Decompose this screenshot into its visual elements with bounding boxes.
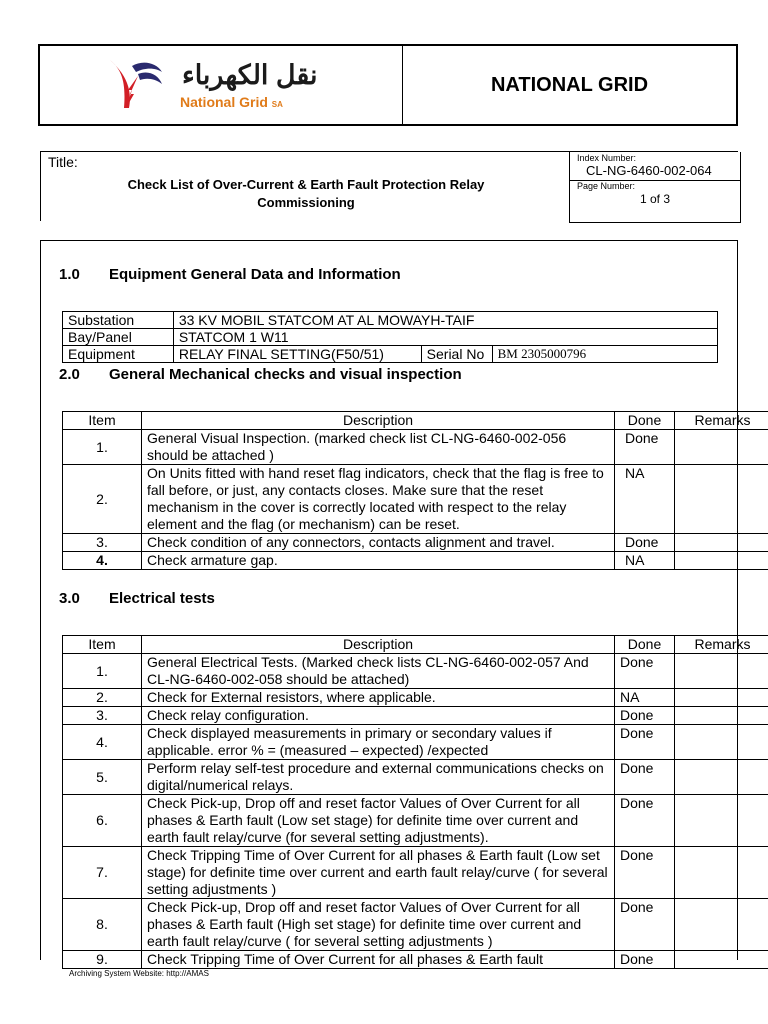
- serial-no-label: Serial No: [421, 346, 492, 363]
- item-done: Done: [615, 951, 675, 969]
- item-number: 9.: [63, 951, 142, 969]
- index-number-value: CL-NG-6460-002-064: [586, 163, 712, 178]
- item-remarks: [675, 899, 768, 951]
- column-header-remarks: Remarks: [675, 412, 768, 430]
- header-title: NATIONAL GRID: [490, 73, 649, 96]
- column-header-item: Item: [63, 636, 142, 654]
- page-header: [38, 44, 738, 126]
- item-remarks: [675, 430, 768, 465]
- equipment-data-table: [62, 311, 718, 363]
- document-meta: [569, 152, 741, 223]
- item-description: Check condition of any connectors, contacts alignment and travel.: [142, 534, 615, 552]
- item-remarks: [675, 534, 768, 552]
- page-number-value: 1 of 3: [639, 192, 671, 206]
- table-row: [63, 899, 768, 951]
- table-row: [63, 760, 768, 795]
- item-done: Done: [615, 847, 675, 899]
- checklist-body: [40, 240, 751, 967]
- item-description: Check armature gap.: [142, 552, 615, 570]
- item-number: 8.: [63, 899, 142, 951]
- substation-value: 33 KV MOBIL STATCOM AT AL MOWAYH-TAIF: [173, 312, 717, 329]
- item-description: Check Tripping Time of Over Current for all phases & Earth fault (Low set stage) for definite time over current and earth fault relay/curve ( for several setting adjustments ): [142, 847, 615, 899]
- electrical-tests-table: [62, 635, 768, 969]
- mechanical-checks-table: [62, 411, 768, 570]
- table-row: [63, 534, 768, 552]
- item-number: 1.: [63, 654, 142, 689]
- item-done: Done: [615, 725, 675, 760]
- column-header-description: Description: [142, 636, 615, 654]
- table-row: [63, 725, 768, 760]
- table-header-row: [63, 412, 768, 430]
- item-remarks: [675, 552, 768, 570]
- section-1-heading: 1.0 Equipment General Data and Information: [59, 266, 401, 283]
- item-remarks: [675, 951, 768, 969]
- title-label: Title:: [48, 154, 78, 170]
- item-description: Check Pick-up, Drop off and reset factor Values of Over Current for all phases & Earth fault (Low set stage) for definite time over current and earth fault relay/curve (for several setting adjustments).: [142, 795, 615, 847]
- item-done: NA: [615, 689, 675, 707]
- logo-arabic-text: نقل الكهرباء: [182, 60, 318, 90]
- table-row: [63, 329, 718, 346]
- page-number-label: Page Number:: [577, 181, 636, 191]
- item-description: Check Tripping Time of Over Current for all phases & Earth fault: [142, 951, 615, 969]
- section-2-heading: 2.0 General Mechanical checks and visual inspection: [59, 366, 462, 383]
- table-row: [63, 465, 768, 534]
- lightning-logo-icon: [104, 56, 174, 116]
- item-description: Perform relay self-test procedure and external communications checks on digital/numerical relays.: [142, 760, 615, 795]
- item-number: 3.: [63, 707, 142, 725]
- item-description: General Electrical Tests. (Marked check lists CL-NG-6460-002-057 And CL-NG-6460-002-058 should be attached): [142, 654, 615, 689]
- item-done: Done: [615, 795, 675, 847]
- item-done: NA: [615, 552, 675, 570]
- item-number: 3.: [63, 534, 142, 552]
- table-row: [63, 346, 718, 363]
- table-row: [63, 430, 768, 465]
- item-number: 1.: [63, 430, 142, 465]
- table-row: [63, 552, 768, 570]
- bay-panel-value: STATCOM 1 W11: [173, 329, 717, 346]
- column-header-remarks: Remarks: [675, 636, 768, 654]
- document-title-block: [40, 151, 738, 221]
- item-done: NA: [615, 465, 675, 534]
- item-remarks: [675, 465, 768, 534]
- item-done: Done: [615, 430, 675, 465]
- item-description: On Units fitted with hand reset flag indicators, check that the flag is free to fall before, or just, any contacts closes. Make sure that the reset mechanism in the cover is correctly located with respect to the relay element and the flag (or mechanism) can be reset.: [142, 465, 615, 534]
- item-number: 2.: [63, 465, 142, 534]
- index-number-label: Index Number:: [577, 153, 637, 163]
- bay-panel-label: Bay/Panel: [63, 329, 174, 346]
- table-row: [63, 689, 768, 707]
- item-number: 5.: [63, 760, 142, 795]
- column-header-item: Item: [63, 412, 142, 430]
- item-remarks: [675, 847, 768, 899]
- document-title: Check List of Over-Current & Earth Fault Protection Relay Commissioning: [127, 177, 485, 210]
- equipment-label: Equipment: [63, 346, 174, 363]
- substation-label: Substation: [63, 312, 174, 329]
- item-remarks: [675, 760, 768, 795]
- item-done: Done: [615, 899, 675, 951]
- national-grid-logo: [104, 54, 324, 118]
- column-header-done: Done: [615, 636, 675, 654]
- item-description: General Visual Inspection. (marked check list CL-NG-6460-002-056 should be attached ): [142, 430, 615, 465]
- item-done: Done: [615, 760, 675, 795]
- footer-archiving-text: Archiving System Website: http://AMAS: [69, 969, 209, 978]
- item-number: 4.: [63, 552, 142, 570]
- item-number: 7.: [63, 847, 142, 899]
- logo-english-text: National Grid SA: [180, 94, 283, 110]
- item-description: Check for External resistors, where applicable.: [142, 689, 615, 707]
- item-number: 4.: [63, 725, 142, 760]
- item-description: Check displayed measurements in primary or secondary values if applicable. error % = (measured – expected) /expected: [142, 725, 615, 760]
- item-remarks: [675, 795, 768, 847]
- table-row: [63, 795, 768, 847]
- equipment-value: RELAY FINAL SETTING(F50/51): [173, 346, 421, 363]
- item-number: 6.: [63, 795, 142, 847]
- item-remarks: [675, 707, 768, 725]
- table-row: [63, 707, 768, 725]
- item-number: 2.: [63, 689, 142, 707]
- item-done: Done: [615, 707, 675, 725]
- table-row: [63, 654, 768, 689]
- item-description: Check relay configuration.: [142, 707, 615, 725]
- table-header-row: [63, 636, 768, 654]
- item-remarks: [675, 689, 768, 707]
- item-description: Check Pick-up, Drop off and reset factor Values of Over Current for all phases & Earth fault (High set stage) for definite time over current and earth fault relay/curve ( for several setting adjustments ): [142, 899, 615, 951]
- table-row: [63, 951, 768, 969]
- column-header-description: Description: [142, 412, 615, 430]
- column-header-done: Done: [615, 412, 675, 430]
- serial-no-value: BM 2305000796: [492, 346, 717, 363]
- item-remarks: [675, 725, 768, 760]
- table-row: [63, 847, 768, 899]
- item-remarks: [675, 654, 768, 689]
- item-done: Done: [615, 654, 675, 689]
- table-row: [63, 312, 718, 329]
- section-3-heading: 3.0 Electrical tests: [59, 590, 215, 607]
- item-done: Done: [615, 534, 675, 552]
